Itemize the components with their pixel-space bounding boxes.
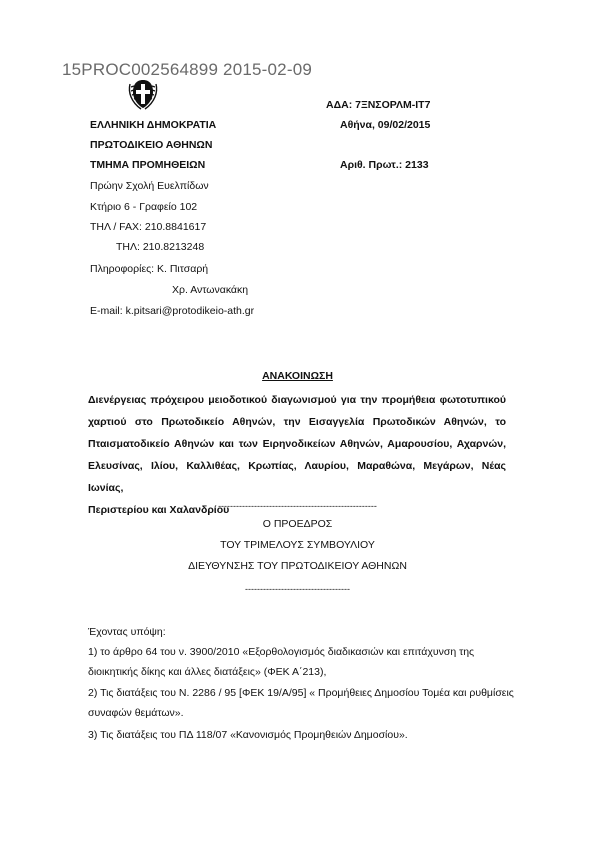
country-name: ΕΛΛΗΝΙΚΗ ΔΗΜΟΚΡΑΤΙΑ bbox=[90, 119, 217, 131]
council-title: ΤΟΥ ΤΡΙΜΕΛΟΥΣ ΣΥΜΒΟΥΛΙΟΥ bbox=[220, 539, 375, 551]
protocol-number: Αριθ. Πρωτ.: 2133 bbox=[340, 159, 429, 171]
clause-1: 1) το άρθρο 64 του ν. 3900/2010 «Εξορθολογισμός διαδικασιών και επιτάχυνση της bbox=[88, 646, 475, 658]
phone-fax-line: ΤΗΛ / FAX: 210.8841617 bbox=[90, 221, 207, 233]
document-date: Αθήνα, 09/02/2015 bbox=[340, 119, 431, 131]
building-line: Κτήριο 6 - Γραφείο 102 bbox=[90, 201, 198, 213]
clause-2-cont: συναφών θεμάτων». bbox=[88, 707, 184, 719]
contact-person-line-2: Χρ. Αντωνακάκη bbox=[172, 284, 249, 296]
announcement-title: ΑΝΑΚΟΙΝΩΣΗ bbox=[262, 370, 333, 382]
clause-3: 3) Τις διατάξεις του ΠΔ 118/07 «Κανονισμός Προμηθειών Δημοσίου». bbox=[88, 729, 408, 741]
separator-line: ----------------------------------------------------- bbox=[218, 501, 377, 511]
contact-person-line: Πληροφορίες: Κ. Πιτσαρή bbox=[90, 263, 209, 275]
subject-line: Διενέργειας πρόχειρου μειοδοτικού διαγωνισμού για την προμήθεια φωτοτυπικού bbox=[88, 394, 506, 406]
phone-line: ΤΗΛ: 210.8213248 bbox=[116, 241, 205, 253]
document-id-stamp: 15PROC002564899 2015-02-09 bbox=[62, 60, 312, 79]
ada-code: ΑΔΑ: 7ΞΝΣΟΡΛΜ-ΙΤ7 bbox=[326, 99, 431, 111]
president-title: Ο ΠΡΟΕΔΡΟΣ bbox=[262, 518, 333, 530]
considering-intro: Έχοντας υπόψη: bbox=[88, 626, 166, 638]
subject-line: χαρτιού στο Πρωτοδικείο Αθηνών, την Εισαγγελία Πρωτοδικών Αθηνών, το bbox=[88, 416, 506, 428]
directorate-title: ΔΙΕΥΘΥΝΣΗΣ ΤΟΥ ΠΡΩΤΟΔΙΚΕΙΟΥ ΑΘΗΝΩΝ bbox=[188, 560, 407, 572]
clause-2: 2) Τις διατάξεις του Ν. 2286 / 95 [ΦΕΚ 19/Α/95] « Προμήθειες Δημοσίου Τομέα και ρυθμίσεις bbox=[88, 687, 514, 699]
subject-line: Πταισματοδικείο Αθηνών και των Ειρηνοδικείων Αθηνών, Αμαρουσίου, Αχαρνών, bbox=[88, 438, 506, 450]
greek-coat-of-arms-icon bbox=[127, 74, 159, 110]
clause-1-cont: διοικητικής δίκης και άλλες διατάξεις» (ΦΕΚ Α΄213), bbox=[88, 666, 327, 678]
court-name: ΠΡΩΤΟΔΙΚΕΙΟ ΑΘΗΝΩΝ bbox=[90, 139, 213, 151]
subject-line: Ελευσίνας, Ιλίου, Καλλιθέας, Κρωπίας, Λαυρίου, Μαραθώνα, Μεγάρων, Νέας Ιωνίας, bbox=[88, 460, 506, 494]
department-name: ΤΜΗΜΑ ΠΡΟΜΗΘΕΙΩΝ bbox=[90, 159, 206, 171]
email-line: E-mail: k.pitsari@protodikeio-ath.gr bbox=[90, 305, 255, 317]
subject-line: Περιστερίου και Χαλανδρίου bbox=[88, 504, 230, 516]
address-line: Πρώην Σχολή Ευελπίδων bbox=[90, 180, 209, 192]
separator-line: ----------------------------------- bbox=[245, 584, 350, 594]
